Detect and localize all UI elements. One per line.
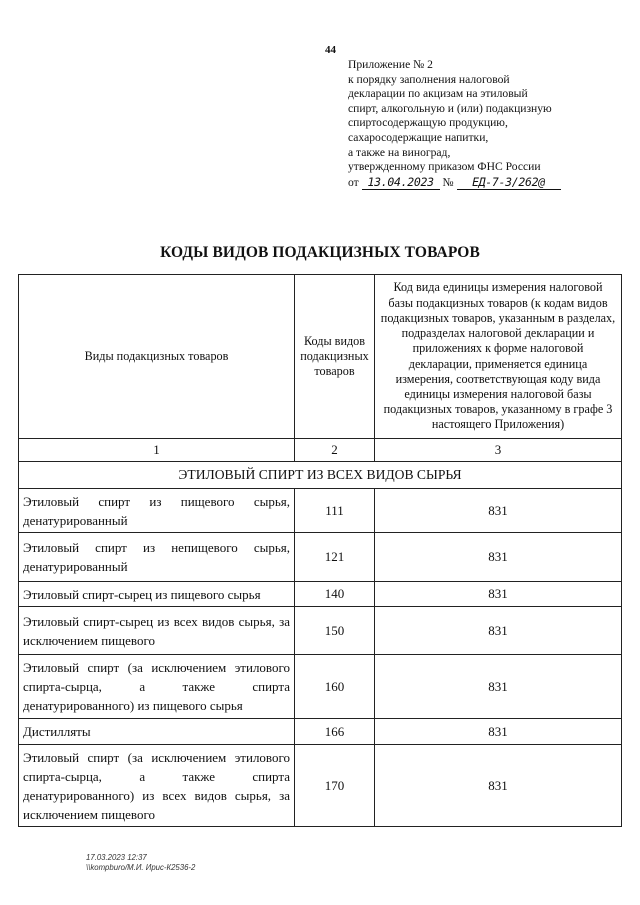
unit-code: 831 bbox=[375, 607, 622, 655]
section-title: ЭТИЛОВЫЙ СПИРТ ИЗ ВСЕХ ВИДОВ СЫРЬЯ bbox=[19, 462, 622, 489]
appendix-block bbox=[348, 58, 608, 190]
appendix-line: Приложение № 2 bbox=[348, 58, 433, 71]
section-row bbox=[19, 462, 622, 489]
unit-code: 831 bbox=[375, 533, 622, 582]
product-name: Этиловый спирт из непищевого сырья, денатурированный bbox=[19, 533, 295, 582]
table-row bbox=[19, 533, 622, 582]
unit-code: 831 bbox=[375, 582, 622, 607]
order-number: ЕД-7-3/262@ bbox=[457, 175, 561, 191]
product-name: Этиловый спирт (за исключением этилового спирта-сырца, а также спирта денатурированного) из пищевого сырья bbox=[19, 655, 295, 719]
appendix-line: утвержденному приказом ФНС России bbox=[348, 160, 541, 174]
product-code: 170 bbox=[295, 745, 375, 827]
unit-code: 831 bbox=[375, 655, 622, 719]
product-code: 121 bbox=[295, 533, 375, 582]
header-cell: Код вида единицы измерения налоговой базы подакцизных товаров (к кодам видов подакцизных товаров, указанным в разделах, подразделах налоговой декларации и приложениях к форме налоговой декларации, применяется единица измерения, соответствующая коду вида единицы измерения налоговой базы подакцизных товаров, указанному в графе 3 настоящего Приложения) bbox=[375, 275, 622, 439]
appendix-line: декларации по акцизам на этиловый bbox=[348, 87, 528, 101]
number-label: № bbox=[442, 175, 454, 189]
print-footer bbox=[86, 853, 195, 872]
column-number: 2 bbox=[295, 439, 375, 462]
table-row bbox=[19, 655, 622, 719]
table-row bbox=[19, 607, 622, 655]
document-title: КОДЫ ВИДОВ ПОДАКЦИЗНЫХ ТОВАРОВ bbox=[160, 244, 480, 261]
unit-code: 831 bbox=[375, 719, 622, 745]
table-row bbox=[19, 582, 622, 607]
print-path: \\kompburo/М.И. Ирис-К2536-2 bbox=[86, 862, 196, 872]
table-row bbox=[19, 745, 622, 827]
excise-codes-table bbox=[18, 274, 622, 827]
page-number: 44 bbox=[325, 44, 336, 56]
product-name: Этиловый спирт (за исключением этилового спирта-сырца, а также спирта денатурированного) из всех видов сырья, за исключением пищевого bbox=[19, 745, 295, 827]
product-name: Этиловый спирт из пищевого сырья, денатурированный bbox=[19, 489, 295, 533]
product-code: 160 bbox=[295, 655, 375, 719]
table-row bbox=[19, 489, 622, 533]
appendix-line: спирт, алкогольную и (или) подакцизную bbox=[348, 101, 552, 115]
header-cell: Виды подакцизных товаров bbox=[19, 275, 295, 439]
table-row bbox=[19, 719, 622, 745]
appendix-line: а также на виноград, bbox=[348, 145, 451, 159]
product-name: Этиловый спирт-сырец из всех видов сырья, за исключением пищевого bbox=[19, 607, 295, 655]
column-number: 1 bbox=[19, 439, 295, 462]
order-reference bbox=[348, 175, 608, 191]
appendix-line: сахаросодержащие напитки, bbox=[348, 130, 489, 144]
header-cell: Коды видов подакцизных товаров bbox=[295, 275, 375, 439]
appendix-line: к порядку заполнения налоговой bbox=[348, 72, 510, 86]
from-label: от bbox=[348, 175, 359, 189]
column-number-row bbox=[19, 439, 622, 462]
product-name: Дистилляты bbox=[19, 719, 295, 745]
table-header-row bbox=[19, 275, 622, 439]
unit-code: 831 bbox=[375, 489, 622, 533]
unit-code: 831 bbox=[375, 745, 622, 827]
order-date: 13.04.2023 bbox=[362, 175, 440, 191]
product-code: 150 bbox=[295, 607, 375, 655]
print-timestamp: 17.03.2023 12:37 bbox=[86, 853, 147, 862]
product-name: Этиловый спирт-сырец из пищевого сырья bbox=[19, 582, 295, 607]
column-number: 3 bbox=[375, 439, 622, 462]
product-code: 140 bbox=[295, 582, 375, 607]
product-code: 166 bbox=[295, 719, 375, 745]
appendix-line: спиртосодержащую продукцию, bbox=[348, 116, 508, 130]
product-code: 111 bbox=[295, 489, 375, 533]
